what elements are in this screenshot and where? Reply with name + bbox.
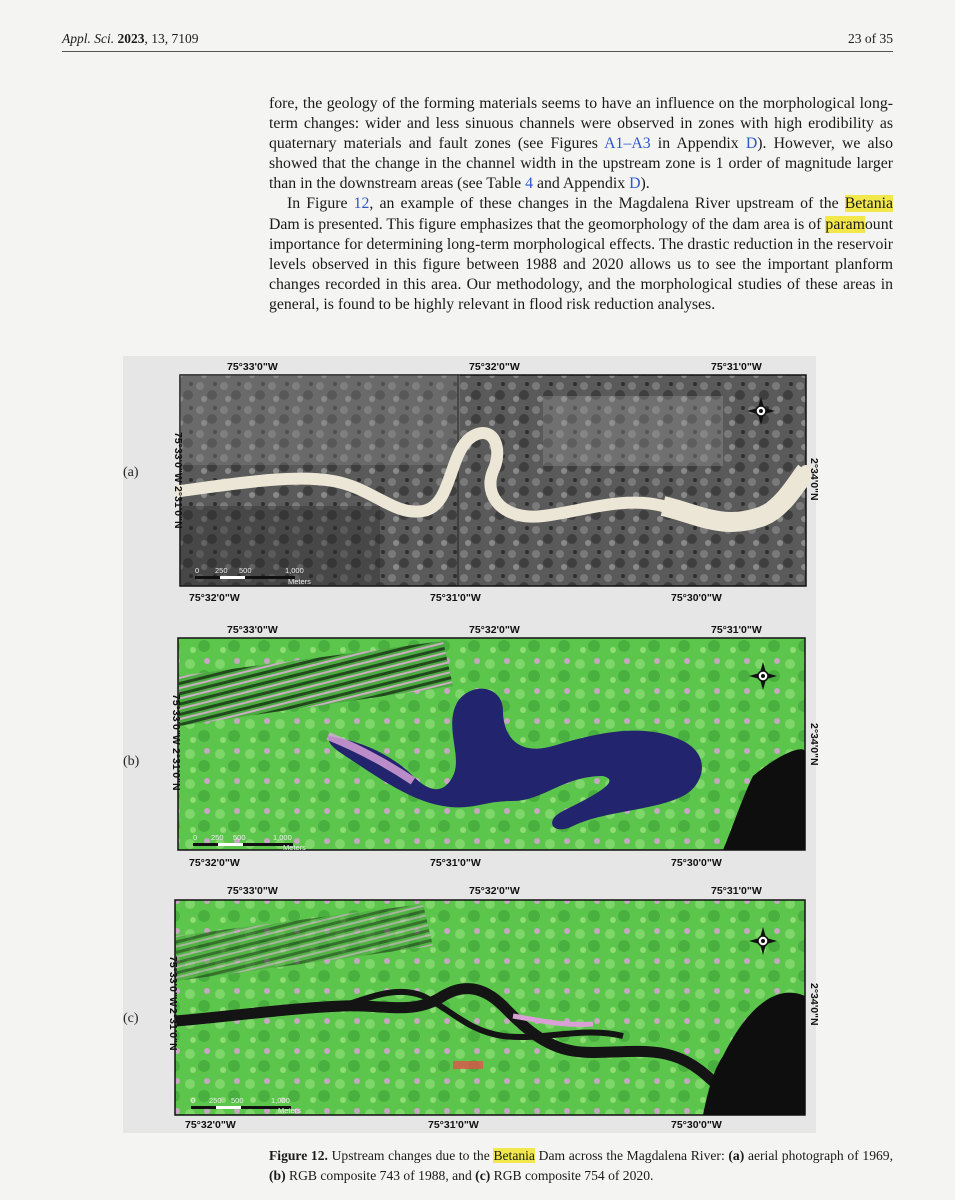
panel-b-scale-250: 250 — [211, 833, 224, 842]
panel-b-top-tick-1: 75°33'0"W — [227, 624, 278, 636]
caption-highlight-betania: Betania — [493, 1148, 535, 1163]
panel-b-right-tick: 2°34'0"N — [808, 723, 820, 766]
panel-c-bottom-tick-2: 75°31'0"W — [428, 1119, 479, 1131]
journal-volume-issue: , 13, 7109 — [144, 31, 199, 46]
panel-c-bottom-tick-1: 75°32'0"W — [185, 1119, 236, 1131]
appendix-d-link[interactable]: D — [745, 135, 758, 153]
p2-text2: , an example of these changes in the Magdalena River upstream of the — [369, 195, 845, 213]
journal-name: Appl. Sci. — [62, 31, 115, 46]
panel-a-light-area — [180, 375, 460, 465]
panel-c-right-tick: 2°34'0"N — [808, 983, 820, 1026]
panel-c-left-tick-1: 75°33'0"W — [167, 956, 179, 1007]
panel-b-left-tick-1: 75°33'0"W — [170, 694, 182, 745]
p1-text2: in Appendix — [650, 135, 746, 153]
panel-a-dark-area — [180, 506, 380, 586]
panel-a-scale-unit: Meters — [288, 577, 311, 586]
panel-c-top-tick-2: 75°32'0"W — [469, 885, 520, 897]
panel-b-left-tick-2: 2°31'0"N — [170, 748, 182, 791]
panel-c-left-tick-2: 2°31'0"N — [167, 1008, 179, 1051]
running-header-citation — [62, 31, 199, 47]
panel-c-scale-500: 500 — [231, 1096, 244, 1105]
figure-12-link[interactable]: 12 — [353, 195, 370, 213]
p2-text: In Figure — [287, 195, 354, 213]
p2-text3: Dam is presented. This figure emphasizes that the geomorphology of the dam area is of — [269, 215, 826, 233]
panel-b-bottom-tick-1: 75°32'0"W — [189, 857, 240, 869]
panel-b-scale-unit: Meters — [283, 843, 306, 852]
p1-text4: and Appendix — [533, 175, 630, 193]
panel-a-scale-1000: 1,000 — [285, 566, 304, 575]
panel-a-top-tick-1: 75°33'0"W — [227, 361, 278, 373]
panel-c-scale-0: 0 — [191, 1096, 196, 1105]
panel-c-scale-250: 250 — [209, 1096, 222, 1105]
page-number: 23 of 35 — [848, 31, 893, 46]
panel-b-label: (b) — [123, 754, 140, 769]
figure-caption — [269, 1146, 893, 1186]
panel-a-left-tick-1: 75°33'0"W — [172, 432, 184, 483]
caption-text4: RGB composite 743 of 1988, and — [285, 1168, 476, 1183]
caption-text5: RGB composite 754 of 2020. — [490, 1168, 654, 1183]
panel-c-red-patch — [453, 1061, 483, 1069]
figure-a1-a3-link[interactable]: A1–A3 — [604, 135, 651, 153]
panel-c-scale-1000: 1,000 — [271, 1096, 290, 1105]
caption-text1: Upstream changes due to the — [327, 1148, 494, 1163]
caption-a: (a) — [728, 1148, 745, 1163]
panel-a-scale-500: 500 — [239, 566, 252, 575]
panel-c-scale-unit: Meters — [278, 1106, 301, 1115]
paragraph-1 — [269, 94, 893, 194]
p1-text: fore, the geology of the forming materials seems to have an influence on the morphological long-term changes: wider and less sinuous channels were observed in zones with high erodibility as quaternary materials and fault zones (see Figures — [269, 95, 893, 153]
panel-b-top-tick-2: 75°32'0"W — [469, 624, 520, 636]
panel-a-light-area-2 — [543, 396, 723, 466]
panel-c — [123, 885, 820, 1131]
panel-a-bottom-tick-3: 75°30'0"W — [671, 592, 722, 604]
panel-b-scale-500: 500 — [233, 833, 246, 842]
paragraph-2 — [269, 194, 893, 315]
panel-a-label: (a) — [123, 465, 139, 480]
panel-b-top-tick-3: 75°31'0"W — [711, 624, 762, 636]
caption-label: Figure 12. — [269, 1148, 328, 1163]
panel-a — [123, 361, 820, 604]
panel-b-bottom-tick-2: 75°31'0"W — [430, 857, 481, 869]
caption-b: (b) — [269, 1168, 286, 1183]
panel-a-top-tick-3: 75°31'0"W — [711, 361, 762, 373]
panel-c-label: (c) — [123, 1011, 139, 1026]
panel-a-scale-0: 0 — [195, 566, 200, 575]
panel-a-right-tick: 2°34'0"N — [808, 458, 820, 501]
journal-year: 2023 — [117, 31, 145, 46]
table-4-link[interactable]: 4 — [525, 175, 533, 193]
panel-a-scale-250: 250 — [215, 566, 228, 575]
panel-a-top-tick-2: 75°32'0"W — [469, 361, 520, 373]
p1-text3: ). However, we also showed that the change in the channel width in the upstream zone is 1 order of magnitude larger than in the downstream areas (see Table — [269, 135, 893, 193]
caption-c: (c) — [475, 1168, 491, 1183]
highlight-param: param — [825, 215, 865, 233]
caption-text3: aerial photograph of 1969, — [744, 1148, 893, 1163]
panel-a-left-tick-2: 2°31'0"N — [172, 486, 184, 529]
p2-text4: ount importance for determining long-term morphological effects. The drastic reduction in the reservoir levels observed in this figure between 1988 and 2020 allows us to see the important planform changes recorded in this area. Our methodology, and the morphological studies of these areas in general, is found to be highly relevant in flood risk reduction analyses. — [269, 215, 893, 313]
appendix-d-link-2[interactable]: D — [629, 175, 641, 193]
p1-text5: ). — [640, 175, 650, 193]
header-rule — [62, 51, 893, 52]
panel-b — [123, 624, 820, 869]
panel-c-bottom-tick-3: 75°30'0"W — [671, 1119, 722, 1131]
highlight-betania: Betania — [844, 195, 893, 213]
figure-12 — [123, 356, 820, 1133]
panel-b-bottom-tick-3: 75°30'0"W — [671, 857, 722, 869]
panel-b-scale-1000: 1,000 — [273, 833, 292, 842]
panel-b-scale-0: 0 — [193, 833, 198, 842]
body-text — [269, 94, 893, 315]
panel-a-bottom-tick-1: 75°32'0"W — [189, 592, 240, 604]
panel-c-top-tick-1: 75°33'0"W — [227, 885, 278, 897]
panel-c-top-tick-3: 75°31'0"W — [711, 885, 762, 897]
panel-a-bottom-tick-2: 75°31'0"W — [430, 592, 481, 604]
caption-text2: Dam across the Magdalena River: — [534, 1148, 729, 1163]
figure-12-graphic — [123, 356, 820, 1133]
